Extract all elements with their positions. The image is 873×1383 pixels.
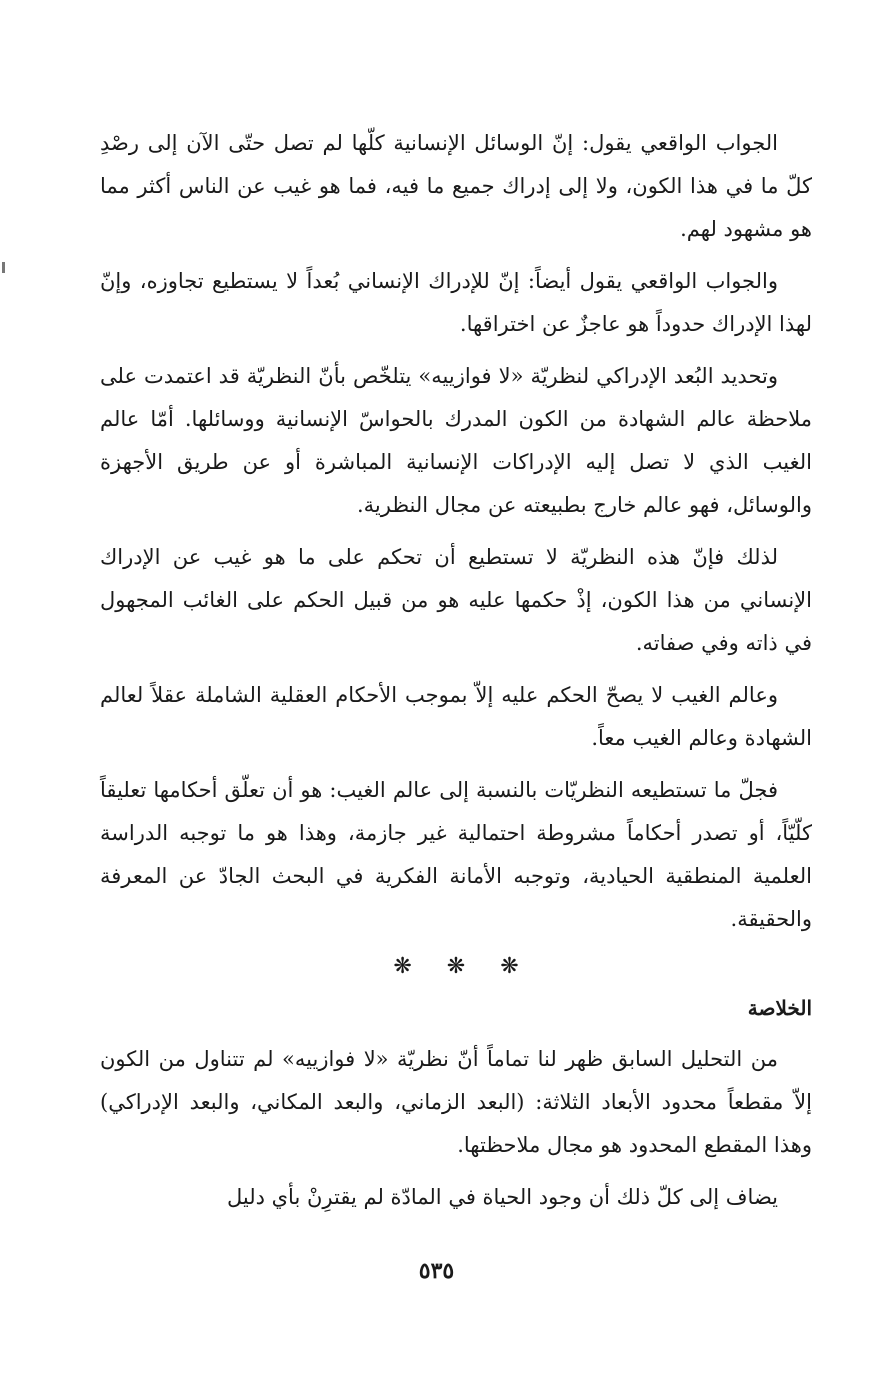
asterism-glyph: ❋ <box>393 954 412 979</box>
page-body <box>100 122 812 1228</box>
paragraph: وتحديد البُعد الإدراكي لنظريّة «لا فوازييه» يتلخّص بأنّ النظريّة قد اعتمدت على ملاحظة عالم الشهادة من الكون المدرك بالحواسّ الإنسانية ووسائلها. أمّا عالم الغيب الذي لا تصل إليه الإدراكات الإنسانية المباشرة أو عن طريق الأجهزة والوسائل، فهو عالم خارج بطبيعته عن مجال النظرية. <box>100 364 812 517</box>
paragraph: وعالم الغيب لا يصحّ الحكم عليه إلاّ بموجب الأحكام العقلية الشاملة عقلاً لعالم الشهادة وعالم الغيب معاً. <box>100 683 812 750</box>
section-separator <box>100 950 812 984</box>
page-edge-mark <box>2 262 5 273</box>
asterism-glyph: ❋ <box>500 954 519 979</box>
paragraph: لذلك فإنّ هذه النظريّة لا تستطيع أن تحكم على ما هو غيب عن الإدراك الإنساني من هذا الكون، إذْ حكمها عليه هو من قبيل الحكم على الغائب المجهول في ذاته وفي صفاته. <box>100 545 812 655</box>
asterism-glyph: ❋ <box>446 954 466 979</box>
page-number: ٥٣٥ <box>418 1258 455 1284</box>
paragraph: فجلّ ما تستطيعه النظريّات بالنسبة إلى عالم الغيب: هو أن تعلّق أحكامها تعليقاً كلّيّاً، أو تصدر أحكاماً مشروطة احتمالية غير جازمة، وهذا هو ما توجبه الدراسة العلمية المنطقية الحيادية، وتوجبه الأمانة الفكرية في البحث الجادّ عن المعرفة والحقيقة. <box>100 778 812 931</box>
paragraph: يضاف إلى كلّ ذلك أن وجود الحياة في المادّة لم يقترِنْ بأي دليل <box>226 1185 778 1209</box>
paragraph: من التحليل السابق ظهر لنا تماماً أنّ نظريّة «لا فوازييه» لم تتناول من الكون إلاّ مقطعاً محدود الأبعاد الثلاثة: (البعد الزماني، والبعد المكاني، والبعد الإدراكي) وهذا المقطع المحدود هو مجال ملاحظتها. <box>100 1047 812 1157</box>
section-heading: الخلاصة <box>747 996 812 1020</box>
paragraph: والجواب الواقعي يقول أيضاً: إنّ للإدراك الإنساني بُعداً لا يستطيع تجاوزه، وإنّ لهذا الإدراك حدوداً هو عاجزٌ عن اختراقها. <box>100 269 812 336</box>
paragraph: الجواب الواقعي يقول: إنّ الوسائل الإنسانية كلّها لم تصل حتّى الآن إلى رصْدِ كلّ ما في هذا الكون، ولا إلى إدراك جميع ما فيه، فما هو غيب عن الناس أكثر مما هو مشهود لهم. <box>100 131 812 241</box>
